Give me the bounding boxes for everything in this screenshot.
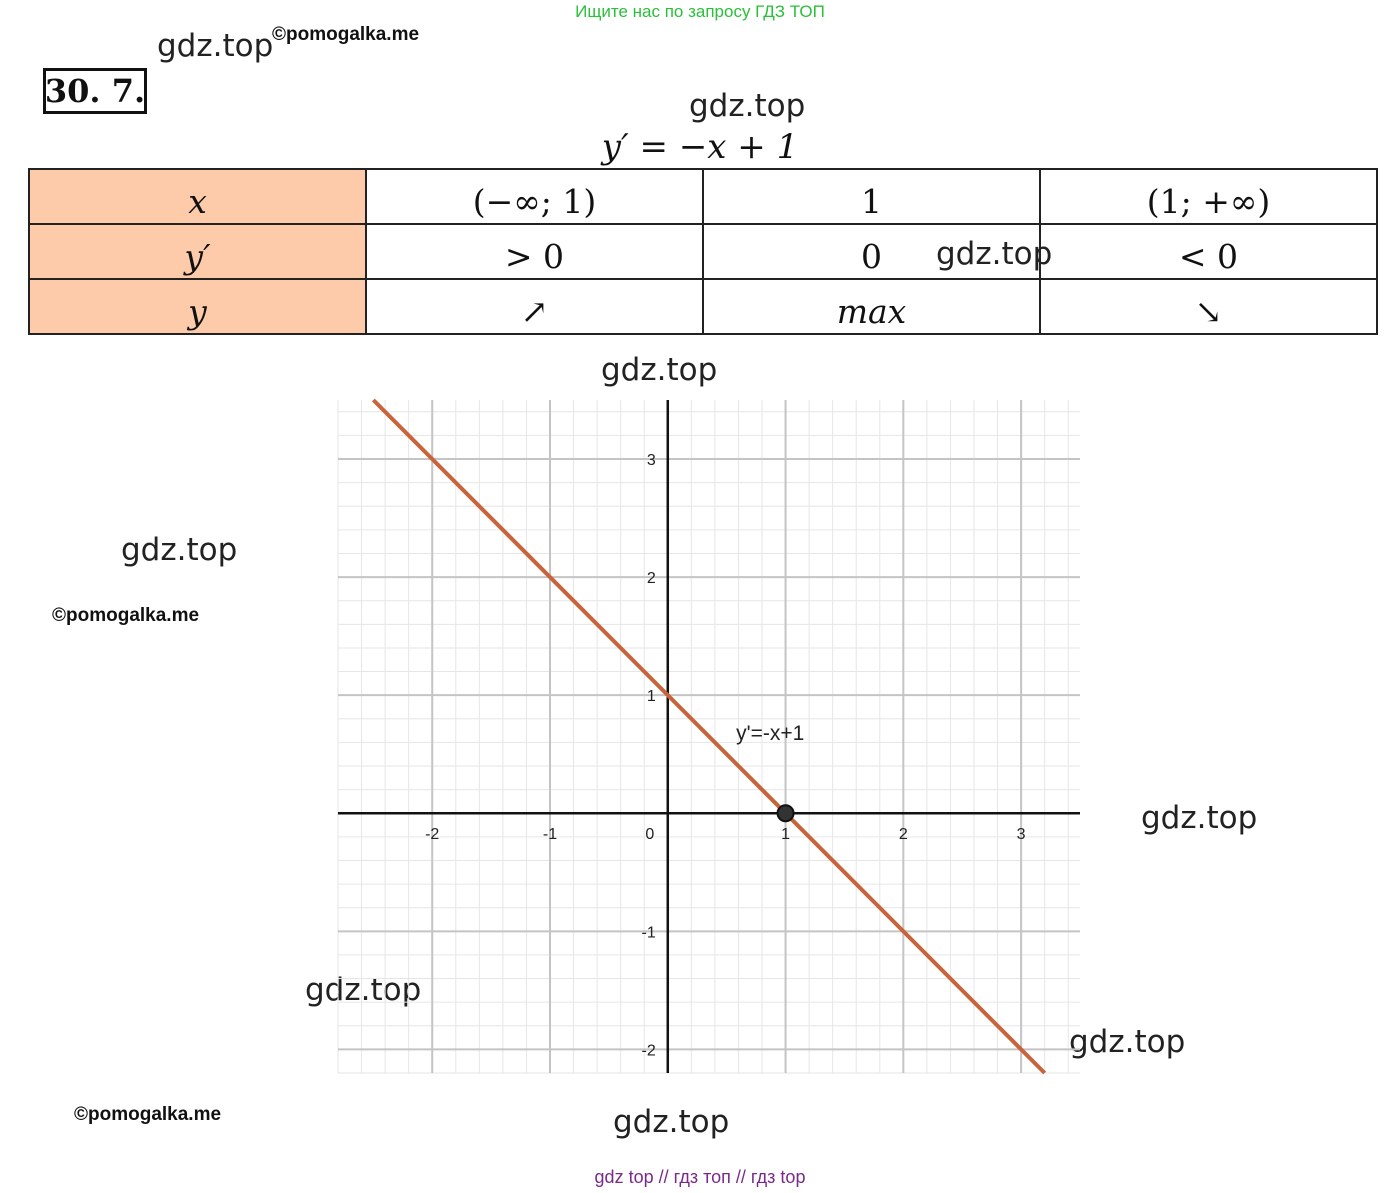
table-cell: < 0: [1040, 224, 1377, 279]
watermark-site: gdz.top: [689, 88, 806, 124]
series-layer: [373, 400, 1044, 1073]
critical-point: [778, 805, 794, 821]
table-cell: > 0: [366, 224, 703, 279]
series-label: y'=-x+1: [736, 722, 805, 746]
x-tick-label: 0: [645, 826, 655, 844]
watermark-site: gdz.top: [601, 352, 718, 388]
y-tick-label: 1: [646, 688, 656, 706]
increasing-arrow-icon: ↗: [366, 279, 703, 334]
series-line: [373, 400, 1044, 1073]
row-head-x: x: [29, 169, 366, 224]
x-tick-label: 1: [781, 826, 791, 844]
table-cell: max: [703, 279, 1040, 334]
y-tick-label: -2: [641, 1042, 656, 1060]
derivative-formula: y′ = −x + 1: [601, 127, 799, 167]
watermark-site: gdz.top: [613, 1104, 730, 1140]
table-cell: (1; +∞): [1040, 169, 1377, 224]
table-cell: 0: [703, 224, 1040, 279]
watermark-site: gdz.top: [1141, 800, 1258, 836]
table-row: [29, 224, 1377, 279]
x-tick-label: 3: [1016, 826, 1026, 844]
problem-number: 30. 7.: [43, 68, 147, 114]
table-row: [29, 279, 1377, 334]
x-tick-label: -2: [425, 826, 440, 844]
decreasing-arrow-icon: ↘: [1040, 279, 1377, 334]
table-cell: (−∞; 1): [366, 169, 703, 224]
watermark-copyright: ©pomogalka.me: [52, 605, 200, 626]
watermark-copyright: ©pomogalka.me: [74, 1104, 222, 1125]
watermark-site: gdz.top: [305, 972, 422, 1008]
table-cell: 1: [703, 169, 1040, 224]
watermark-site: gdz.top: [1069, 1024, 1186, 1060]
y-tick-label: 3: [646, 452, 656, 470]
watermark-site: gdz.top: [121, 532, 238, 568]
watermark-copyright: ©pomogalka.me: [272, 24, 420, 45]
x-tick-label: -1: [542, 826, 558, 844]
line-chart: [330, 395, 1082, 1075]
sign-table: [28, 168, 1378, 335]
row-head-y: y: [29, 279, 366, 334]
y-tick-label: -1: [641, 924, 656, 942]
watermark-site: gdz.top: [936, 236, 1053, 272]
row-head-derivative: y′: [29, 224, 366, 279]
watermark-site: gdz.top: [157, 28, 274, 64]
search-banner: Ищите нас по запросу ГДЗ ТОП: [575, 2, 825, 21]
table-row: [29, 169, 1377, 224]
x-tick-label: 2: [898, 826, 908, 844]
footer-links[interactable]: gdz top // гдз топ // гдз top: [594, 1167, 806, 1187]
y-tick-label: 2: [646, 570, 656, 588]
